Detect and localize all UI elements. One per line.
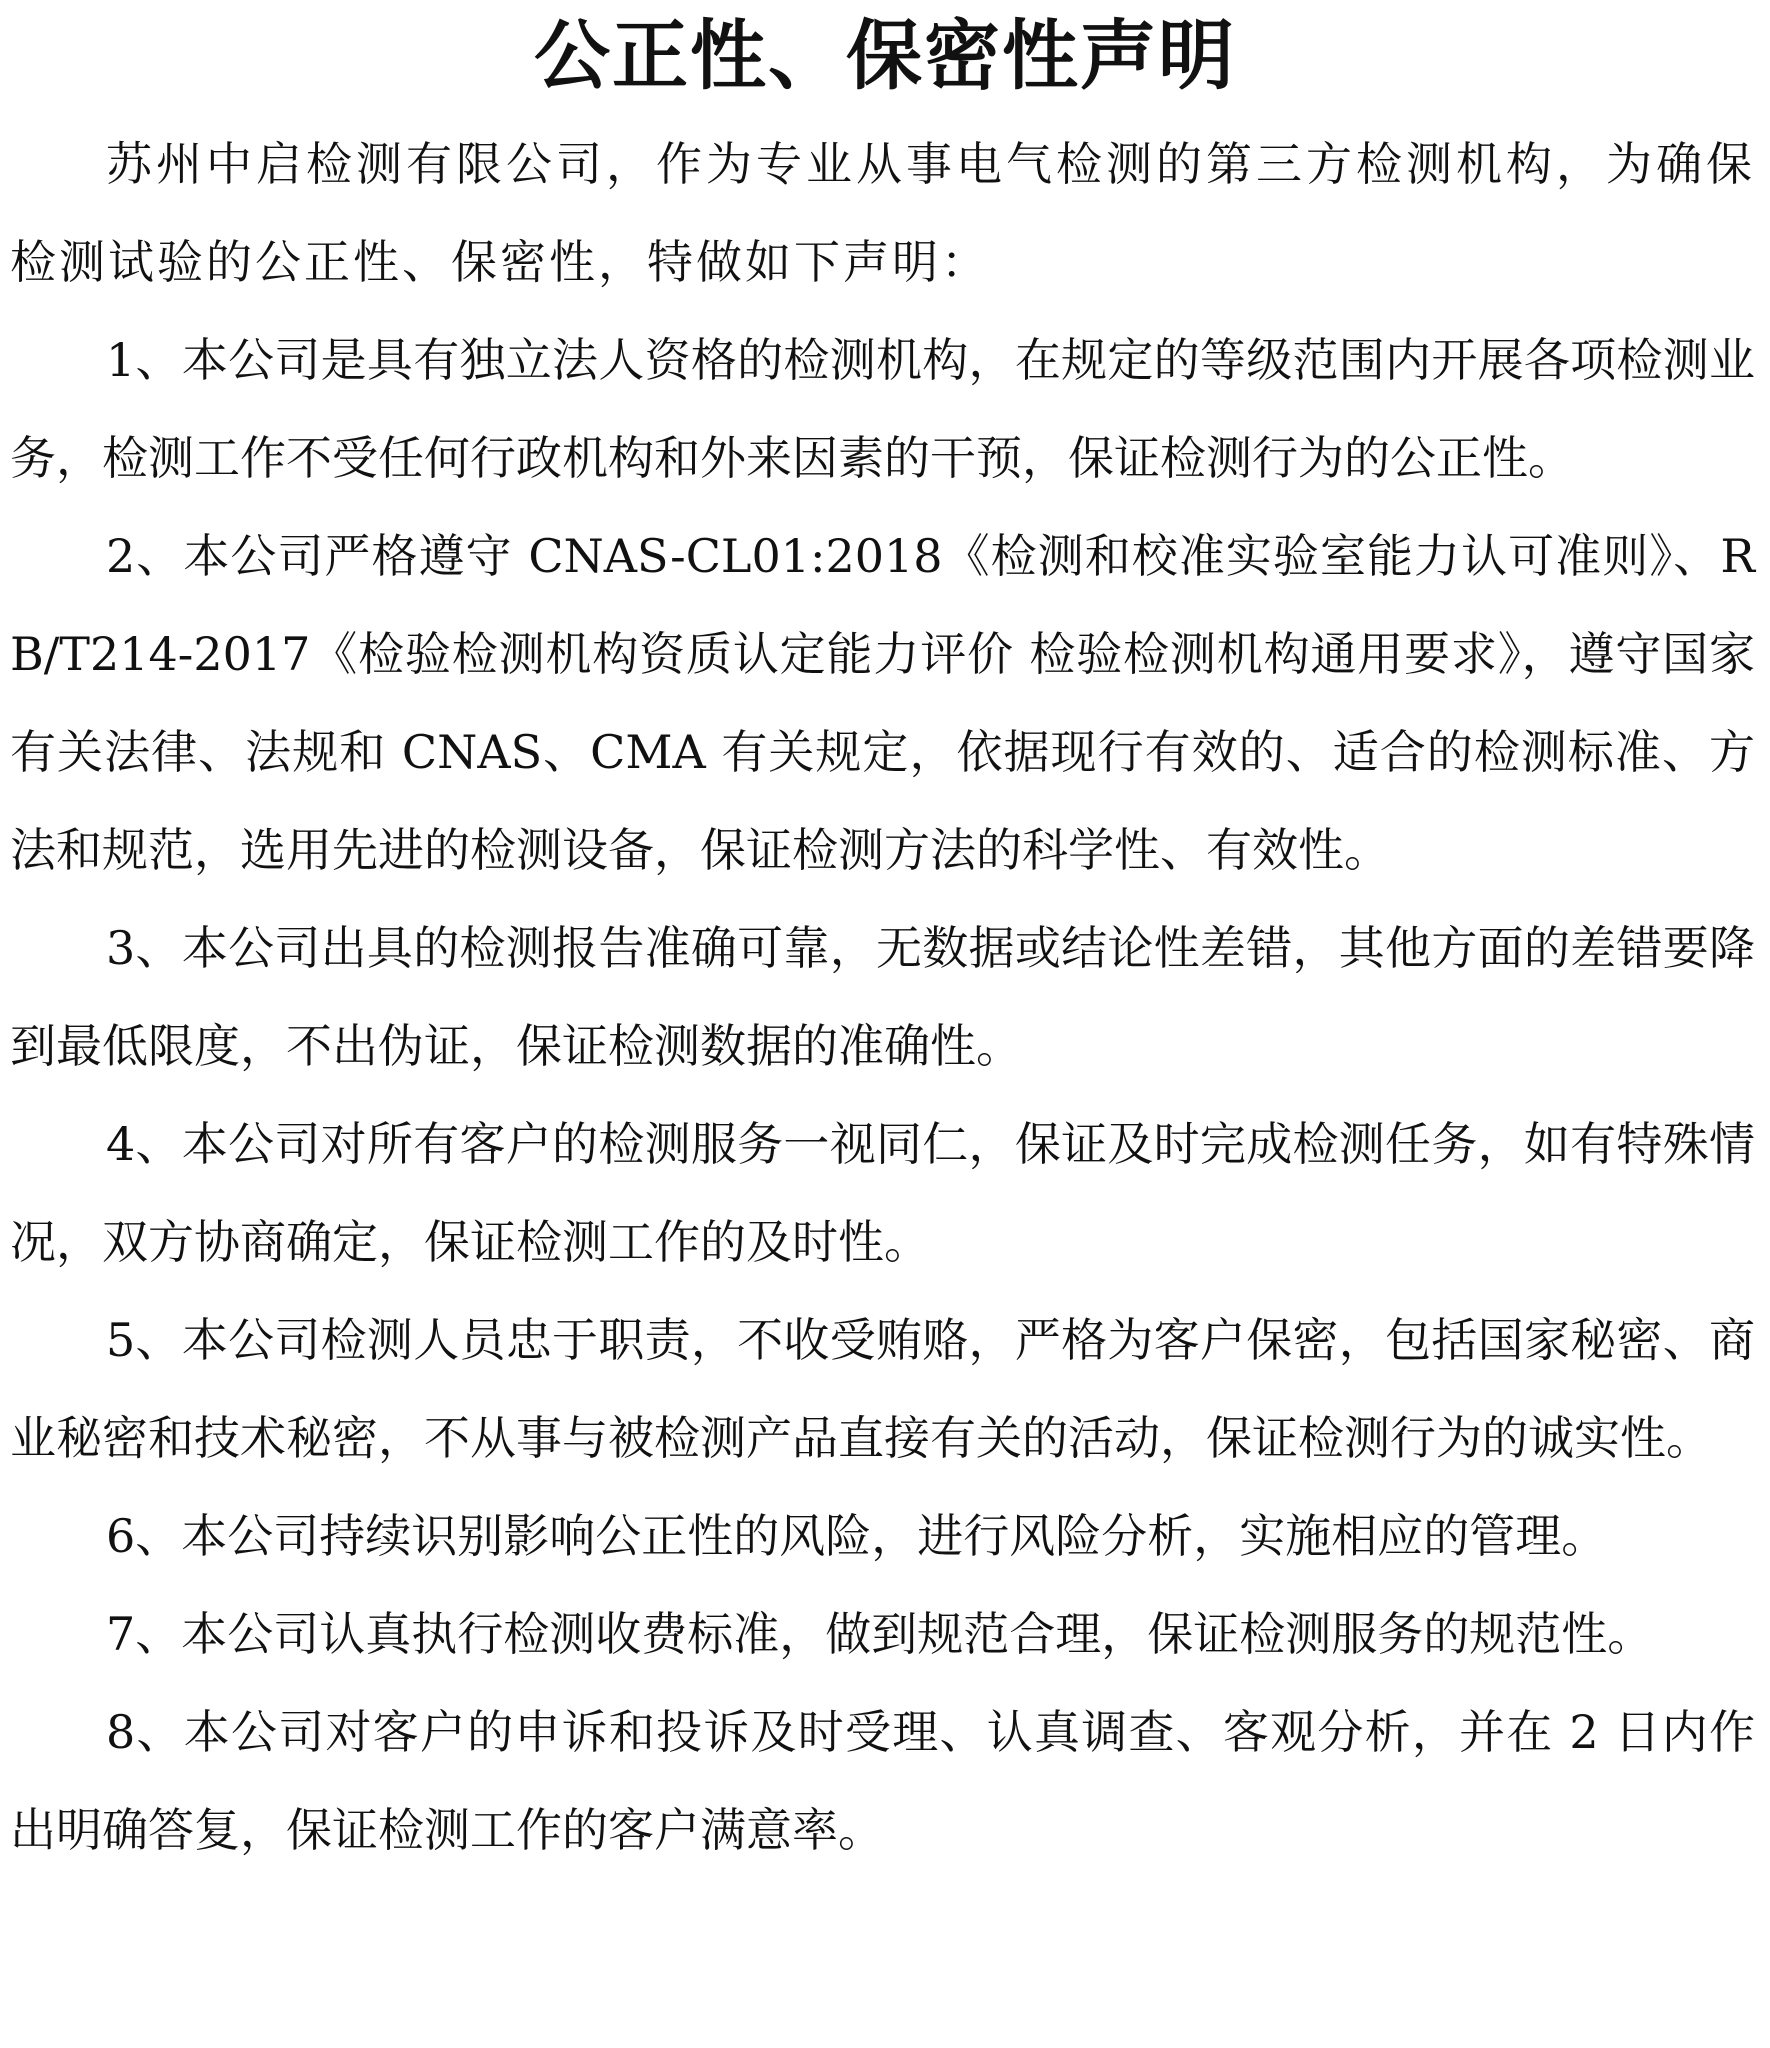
statement-item-4: 4、本公司对所有客户的检测服务一视同仁，保证及时完成检测任务，如有特殊情况，双方协商确定，保证检测工作的及时性。 [10, 1117, 1755, 1269]
statement-item-7: 7、本公司认真执行检测收费标准，做到规范合理，保证检测服务的规范性。 [106, 1607, 1654, 1661]
statement-item-8: 8、本公司对客户的申诉和投诉及时受理、认真调查、客观分析，并在 2 日内作出明确答复，保证检测工作的客户满意率。 [10, 1705, 1755, 1857]
page-title: 公正性、保密性声明 [534, 11, 1236, 100]
intro-paragraph: 苏州中启检测有限公司，作为专业从事电气检测的第三方检测机构，为确保检测试验的公正性、保密性，特做如下声明： [10, 137, 1755, 289]
statement-item-6: 6、本公司持续识别影响公正性的风险，进行风险分析，实施相应的管理。 [106, 1509, 1608, 1563]
statement-item-3: 3、本公司出具的检测报告准确可靠，无数据或结论性差错，其他方面的差错要降到最低限度，不出伪证，保证检测数据的准确性。 [10, 921, 1755, 1073]
statement-item-1: 1、本公司是具有独立法人资格的检测机构，在规定的等级范围内开展各项检测业务，检测工作不受任何行政机构和外来因素的干预，保证检测行为的公正性。 [10, 333, 1755, 485]
statement-item-5: 5、本公司检测人员忠于职责，不收受贿赂，严格为客户保密，包括国家秘密、商业秘密和技术秘密，不从事与被检测产品直接有关的活动，保证检测行为的诚实性。 [10, 1313, 1755, 1465]
statement-item-2: 2、本公司严格遵守 CNAS-CL01:2018《检测和校准实验室能力认可准则》、RB/T214-2017《检验检测机构资质认定能力评价 检验检测机构通用要求》，遵守国家有关法律、法规和 CNAS、CMA 有关规定，依据现行有效的、适合的检测标准、方法和规范，选用先进的检测设备，保证检测方法的科学性、有效性。 [10, 529, 1755, 877]
statement-body [10, 115, 1755, 1879]
